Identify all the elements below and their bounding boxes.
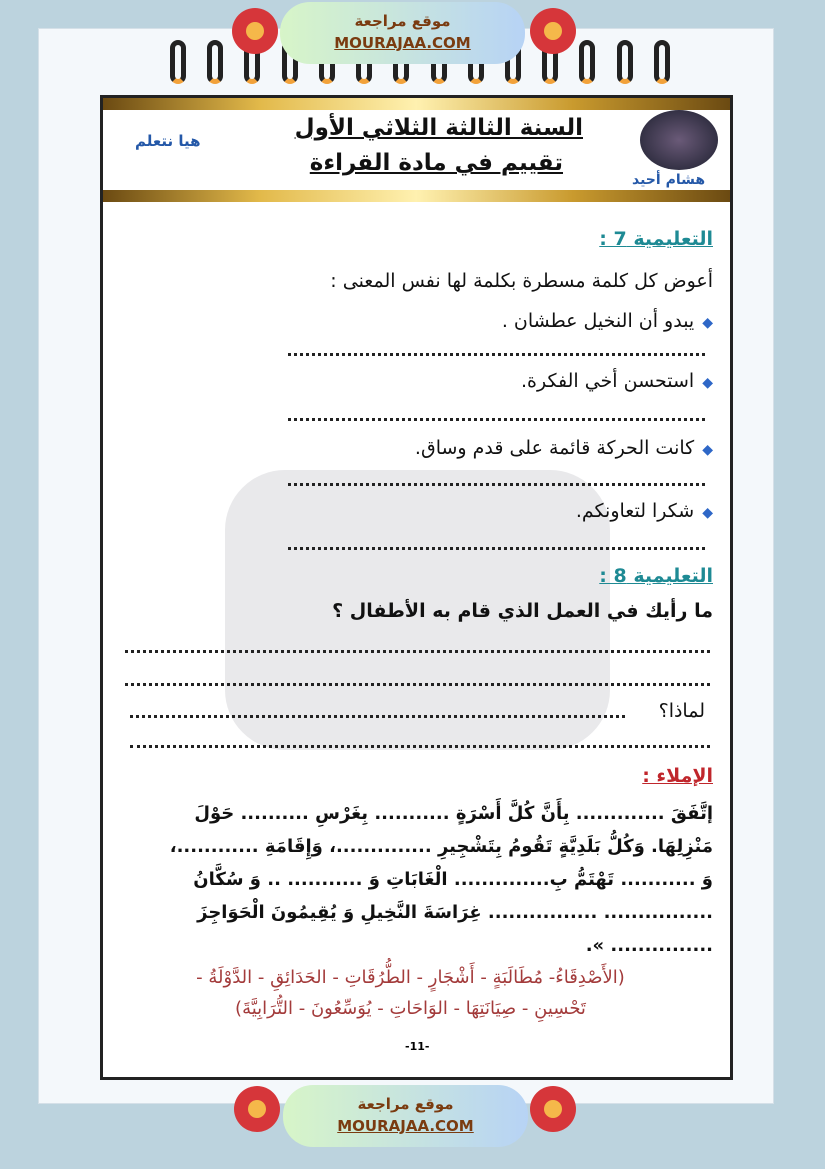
answer-line[interactable] bbox=[125, 650, 710, 653]
dictation-text: إتَّفَقَ ............. بِأَنَّ كُلَّ أَسْرَةٍ ........... بِغَرْسِ .......... حَوْلَ مَنْزِلِهَا. وَكُلُّ بَلَدِيَّةٍ تَقُومُ بِتَشْجِيرِ ..............، وَإِقَامَةِ ............، وَ ........... تَهْتَمُّ بِ.............. الْغَابَاتِ وَ ........... .. وَ سُكَّانُ ................ ................ غِرَاسَةَ النَّخِيلِ وَ يُقِيمُونَ الْحَوَاجِزَ ............... ». bbox=[169, 803, 713, 956]
site-banner-bottom[interactable]: موقع مراجعة MOURAJAA.COM bbox=[283, 1085, 528, 1147]
site-logo-icon bbox=[530, 8, 576, 54]
item-1: ◆يبدو أن النخيل عطشان . bbox=[501, 310, 713, 332]
title-line2: تقييم في مادة القراءة bbox=[309, 150, 563, 176]
item-4: ◆شكرا لتعاونكم. bbox=[575, 500, 713, 522]
answer-line[interactable] bbox=[130, 715, 625, 718]
answer-line[interactable] bbox=[288, 483, 705, 486]
item-3: ◆كانت الحركة قائمة على قدم وساق. bbox=[414, 437, 713, 459]
dictation-heading: الإملاء : bbox=[642, 765, 713, 787]
section8-heading: التعليمية 8 : bbox=[599, 565, 713, 587]
answer-line[interactable] bbox=[125, 683, 710, 686]
bullet-icon: ◆ bbox=[702, 315, 713, 331]
answer-line[interactable] bbox=[130, 745, 710, 748]
word-bank: (الأَصْدِقَاءُ- مُطَالَبَةٍ - أَشْجَارٍ - الطُّرُقَاتِ - الحَدَائِقِ - الدَّوْلَةُ - تَحْسِينِ - صِيَانَتِهَا - الوَاحَاتِ - يُوَسِّعُونَ - التُّرَابِيَّةَ) bbox=[196, 967, 625, 1019]
site-logo-icon bbox=[530, 1086, 576, 1132]
site-logo-icon bbox=[232, 8, 278, 54]
site-logo-text: هيا نتعلم bbox=[135, 132, 201, 150]
bullet-icon: ◆ bbox=[702, 442, 713, 458]
section7-heading: التعليمية 7 : bbox=[599, 228, 713, 250]
author-avatar bbox=[640, 110, 718, 170]
section8-question: ما رأيك في العمل الذي قام به الأطفال ؟ bbox=[332, 600, 713, 622]
bullet-icon: ◆ bbox=[702, 375, 713, 391]
gold-band-top bbox=[103, 98, 730, 110]
section7-instruction: أعوض كل كلمة مسطرة بكلمة لها نفس المعنى : bbox=[330, 270, 713, 292]
author-name: هشام أحيد bbox=[632, 172, 706, 188]
site-banner-top[interactable]: موقع مراجعة MOURAJAA.COM bbox=[280, 2, 525, 64]
why-label: لماذا؟ bbox=[658, 700, 705, 722]
page-number: -11- bbox=[405, 1040, 430, 1053]
answer-line[interactable] bbox=[288, 547, 705, 550]
answer-line[interactable] bbox=[288, 418, 705, 421]
answer-line[interactable] bbox=[288, 353, 705, 356]
gold-band-bottom bbox=[103, 190, 730, 202]
item-2: ◆استحسن أخي الفكرة. bbox=[521, 370, 713, 392]
site-logo-icon bbox=[234, 1086, 280, 1132]
title-line1: السنة الثالثة الثلاثي الأول bbox=[294, 115, 583, 141]
bullet-icon: ◆ bbox=[702, 505, 713, 521]
